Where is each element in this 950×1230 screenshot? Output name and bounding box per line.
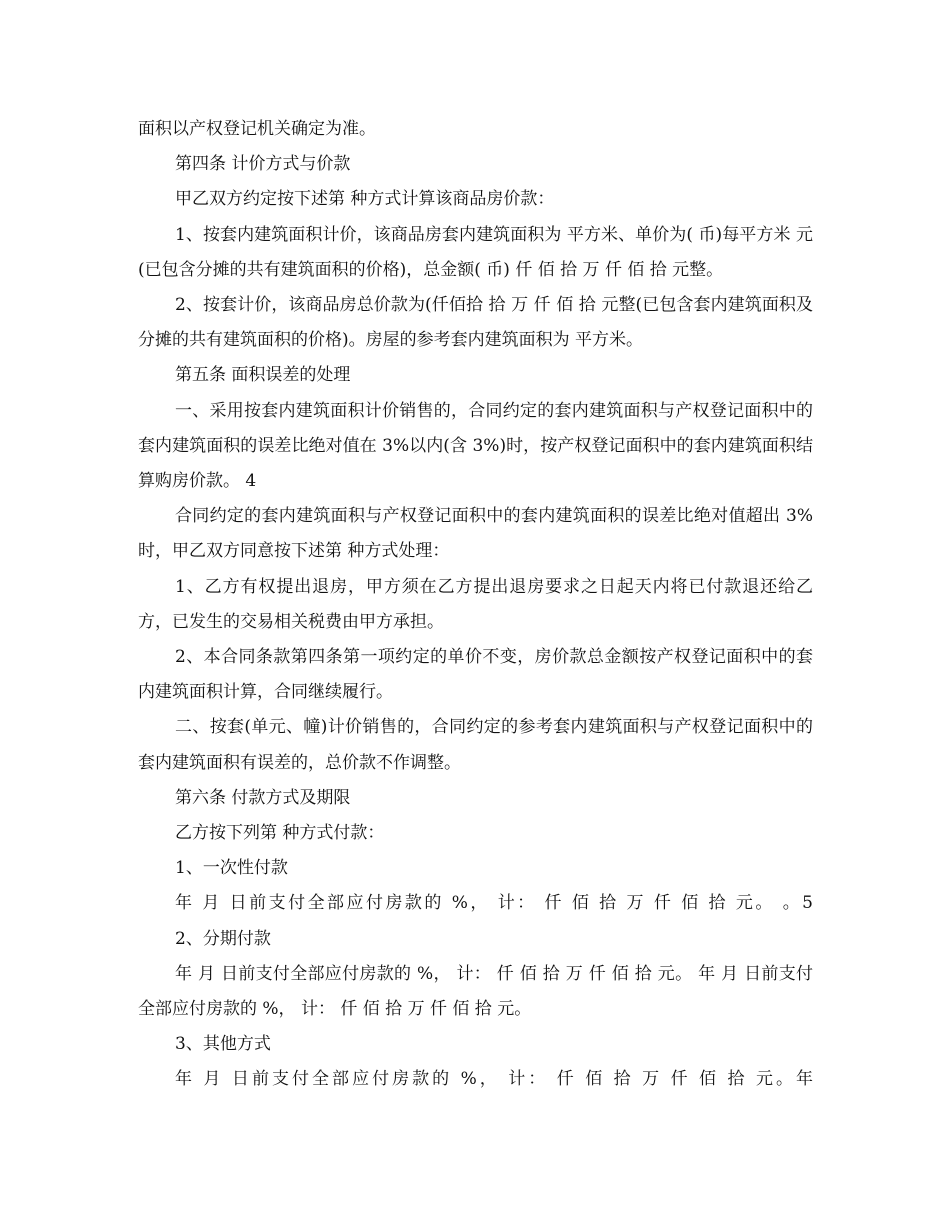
paragraph: 年 月 日前支付全部应付房款的 %， 计： 仟 佰 拾 万 仟 佰 拾 元。 年 月 日前支付全部应付房款的 %， 计： 仟 佰 拾 万 仟 佰 拾 元。 bbox=[138, 963, 813, 1020]
paragraph: 2、分期付款 bbox=[175, 928, 271, 949]
paragraph: 乙方按下列第 种方式付款： bbox=[175, 823, 385, 844]
paragraph: 二、按套(单元、幢)计价销售的，合同约定的参考套内建筑面积与产权登记面积中的套内建筑面积有误差的，总价款不作调整。 bbox=[138, 717, 813, 773]
paragraph: 3、其他方式 bbox=[175, 1034, 271, 1055]
paragraph: 1、按套内建筑面积计价，该商品房套内建筑面积为 平方米、单价为( 币)每平方米 元(已包含分摊的共有建筑面积的价格)，总金额( 币) 仟 佰 拾 万 仟 佰 拾 元整。 bbox=[138, 224, 813, 280]
section-heading-article-5: 第五条 面积误差的处理 bbox=[175, 365, 351, 386]
paragraph: 2、按套计价，该商品房总价款为(仟佰拾 拾 万 仟 佰 拾 元整(已包含套内建筑面积及分摊的共有建筑面积的价格)。房屋的参考套内建筑面积为 平方米。 bbox=[138, 295, 813, 351]
paragraph: 2、本合同条款第四条第一项约定的单价不变，房价款总金额按产权登记面积中的套内建筑面积计算，合同继续履行。 bbox=[138, 647, 813, 703]
section-heading-article-6: 第六条 付款方式及期限 bbox=[175, 787, 351, 808]
paragraph: 1、乙方有权提出退房，甲方须在乙方提出退房要求之日起天内将已付款退还给乙方，已发生的交易相关税费由甲方承担。 bbox=[138, 576, 813, 632]
section-heading-article-4: 第四条 计价方式与价款 bbox=[175, 154, 351, 175]
paragraph: 年 月 日前支付全部应付房款的 %， 计： 仟 佰 拾 万 仟 佰 拾 元。年 bbox=[175, 1069, 813, 1090]
paragraph: 1、一次性付款 bbox=[175, 858, 288, 879]
paragraph: 甲乙双方约定按下述第 种方式计算该商品房价款： bbox=[175, 189, 555, 210]
paragraph: 面积以产权登记机关确定为准。 bbox=[138, 119, 376, 139]
paragraph: 合同约定的套内建筑面积与产权登记面积中的套内建筑面积的误差比绝对值超出 3%时，甲乙双方同意按下述第 种方式处理： bbox=[138, 506, 813, 562]
document-body bbox=[138, 112, 813, 1098]
paragraph: 一、采用按套内建筑面积计价销售的，合同约定的套内建筑面积与产权登记面积中的套内建筑面积的误差比绝对值在 3%以内(含 3%)时，按产权登记面积中的套内建筑面积结算购房价款。 4 bbox=[138, 400, 813, 492]
paragraph: 年 月 日前支付全部应付房款的 %， 计： 仟 佰 拾 万 仟 佰 拾 元。 。5 bbox=[175, 893, 813, 914]
